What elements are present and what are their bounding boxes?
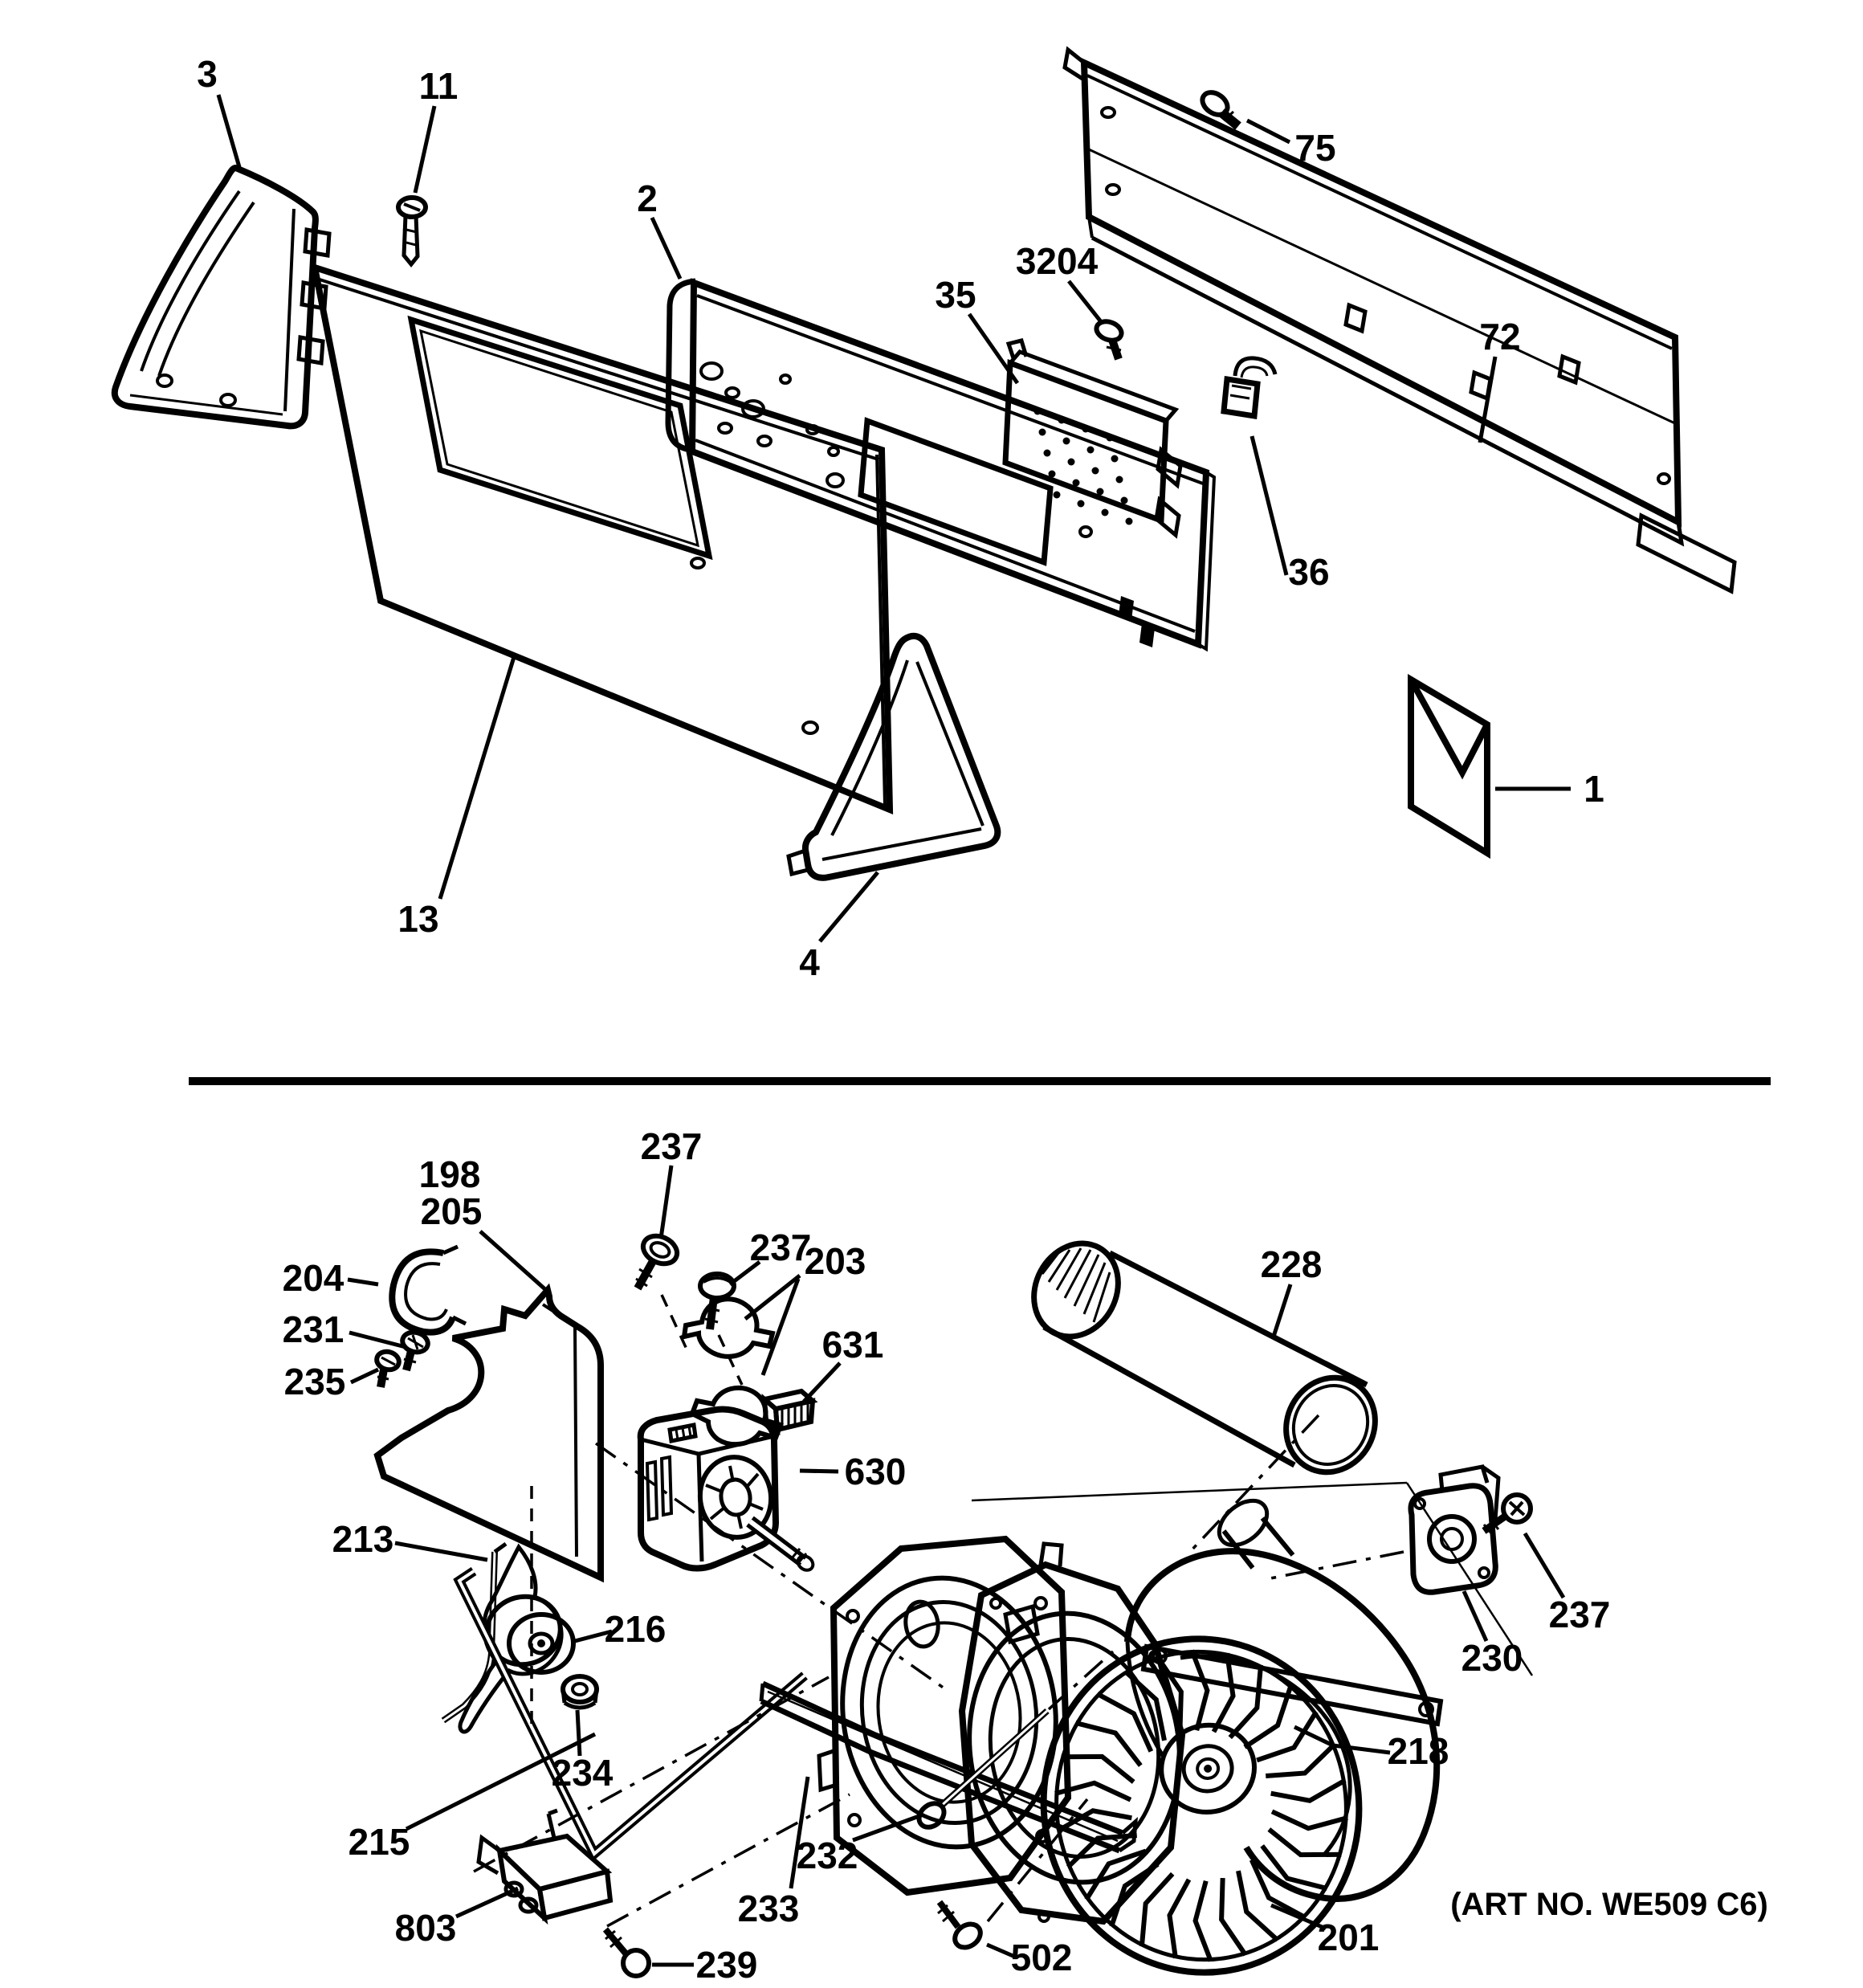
switch-part-803 <box>479 1810 610 1918</box>
literature-part-1 <box>1411 680 1487 853</box>
part-label-630: 630 <box>844 1451 907 1492</box>
part-label-3204: 3204 <box>1015 240 1099 282</box>
clip-part-204 <box>392 1247 466 1333</box>
part-label-3: 3 <box>197 53 218 95</box>
part-label-233: 233 <box>737 1888 800 1929</box>
part-label-228: 228 <box>1260 1243 1323 1285</box>
screw-part-231 <box>400 1329 430 1370</box>
part-label-4: 4 <box>799 941 820 983</box>
plane-line-left <box>972 1483 1407 1500</box>
control-board-part-35 <box>1005 341 1180 535</box>
control-panel-part-13 <box>315 267 890 810</box>
screw-part-502 <box>938 1902 984 1952</box>
part-label-232: 232 <box>796 1835 858 1876</box>
led-hole <box>1054 492 1061 499</box>
part-label-235: 235 <box>283 1361 346 1402</box>
led-hole <box>1078 500 1085 508</box>
led-hole <box>1068 459 1075 466</box>
part-label-631: 631 <box>821 1324 884 1365</box>
part-label-230: 230 <box>1461 1637 1523 1679</box>
motor-part-630 <box>641 1410 816 1574</box>
blower-fin <box>1272 1798 1348 1834</box>
part-label-203: 203 <box>804 1240 866 1282</box>
part-label-13: 13 <box>397 898 439 940</box>
blower-fin <box>1064 1831 1140 1867</box>
part-label-201: 201 <box>1317 1917 1380 1958</box>
screw-part-237-1 <box>636 1231 682 1288</box>
led-hole <box>1049 471 1056 478</box>
part-label-72: 72 <box>1479 316 1521 357</box>
connector-part-36 <box>1224 358 1275 416</box>
led-hole <box>1126 518 1133 525</box>
part-label-502: 502 <box>1010 1937 1073 1978</box>
led-hole <box>1092 467 1099 475</box>
terminal-block-part-631 <box>764 1391 813 1430</box>
blower-fin <box>1076 1713 1141 1776</box>
part-label-231: 231 <box>282 1308 344 1350</box>
part-label-11: 11 <box>418 65 459 107</box>
blower-motor-section <box>375 1229 1532 1988</box>
part-label-36: 36 <box>1288 551 1330 593</box>
led-hole <box>1111 455 1119 463</box>
end-cap-right-part-4 <box>789 636 997 878</box>
part-label-204: 204 <box>282 1257 344 1299</box>
screw-part-11 <box>398 198 426 264</box>
support-bracket-part-233 <box>761 1684 1135 1851</box>
part-label-237-3: 237 <box>1548 1594 1611 1635</box>
part-label-234: 234 <box>551 1752 614 1794</box>
screw-part-3204 <box>1094 318 1124 359</box>
part-label-213: 213 <box>332 1518 394 1560</box>
blower-fin <box>1183 1649 1214 1731</box>
led-hole <box>1116 476 1123 484</box>
blower-fin <box>1271 1780 1348 1806</box>
part-label-237-1: 237 <box>640 1125 703 1167</box>
backsplash-section <box>115 50 1735 878</box>
art-number: (ART NO. WE509 C6) <box>1450 1887 1768 1922</box>
blower-fin <box>1188 1881 1220 1963</box>
led-hole <box>1107 435 1114 442</box>
part-label-205: 205 <box>420 1190 483 1232</box>
part-label-803: 803 <box>394 1907 457 1949</box>
part-label-35: 35 <box>935 274 976 316</box>
part-label-198: 198 <box>418 1153 481 1195</box>
duct-part-228 <box>1018 1229 1392 1488</box>
led-hole <box>1121 497 1128 504</box>
blower-fin <box>1103 1864 1168 1927</box>
led-hole <box>1034 408 1042 415</box>
led-hole <box>1102 509 1109 516</box>
led-hole <box>1063 438 1070 445</box>
led-hole <box>1087 447 1095 454</box>
led-hole <box>1044 450 1051 457</box>
part-label-239: 239 <box>695 1944 758 1986</box>
led-hole <box>1058 417 1066 424</box>
part-label-218: 218 <box>1387 1730 1449 1772</box>
section-divider <box>189 1077 1771 1085</box>
end-cap-left-part-3 <box>115 168 329 426</box>
blower-fin <box>1262 1745 1339 1780</box>
part-label-2: 2 <box>637 178 658 219</box>
screw-part-239 <box>605 1929 649 1976</box>
access-panel-part-72 <box>1065 50 1735 591</box>
part-label-1: 1 <box>1584 768 1604 810</box>
led-hole <box>1073 480 1080 487</box>
part-label-216: 216 <box>604 1608 667 1650</box>
part-label-215: 215 <box>348 1821 410 1863</box>
led-hole <box>1039 429 1046 436</box>
part-label-237-2: 237 <box>749 1227 812 1268</box>
screw-part-235 <box>375 1349 402 1387</box>
part-label-75: 75 <box>1294 127 1336 169</box>
nut-part-234 <box>563 1676 597 1708</box>
led-hole <box>1097 488 1104 496</box>
panel-rear-part-2 <box>668 281 1214 649</box>
led-hole <box>1082 426 1090 433</box>
